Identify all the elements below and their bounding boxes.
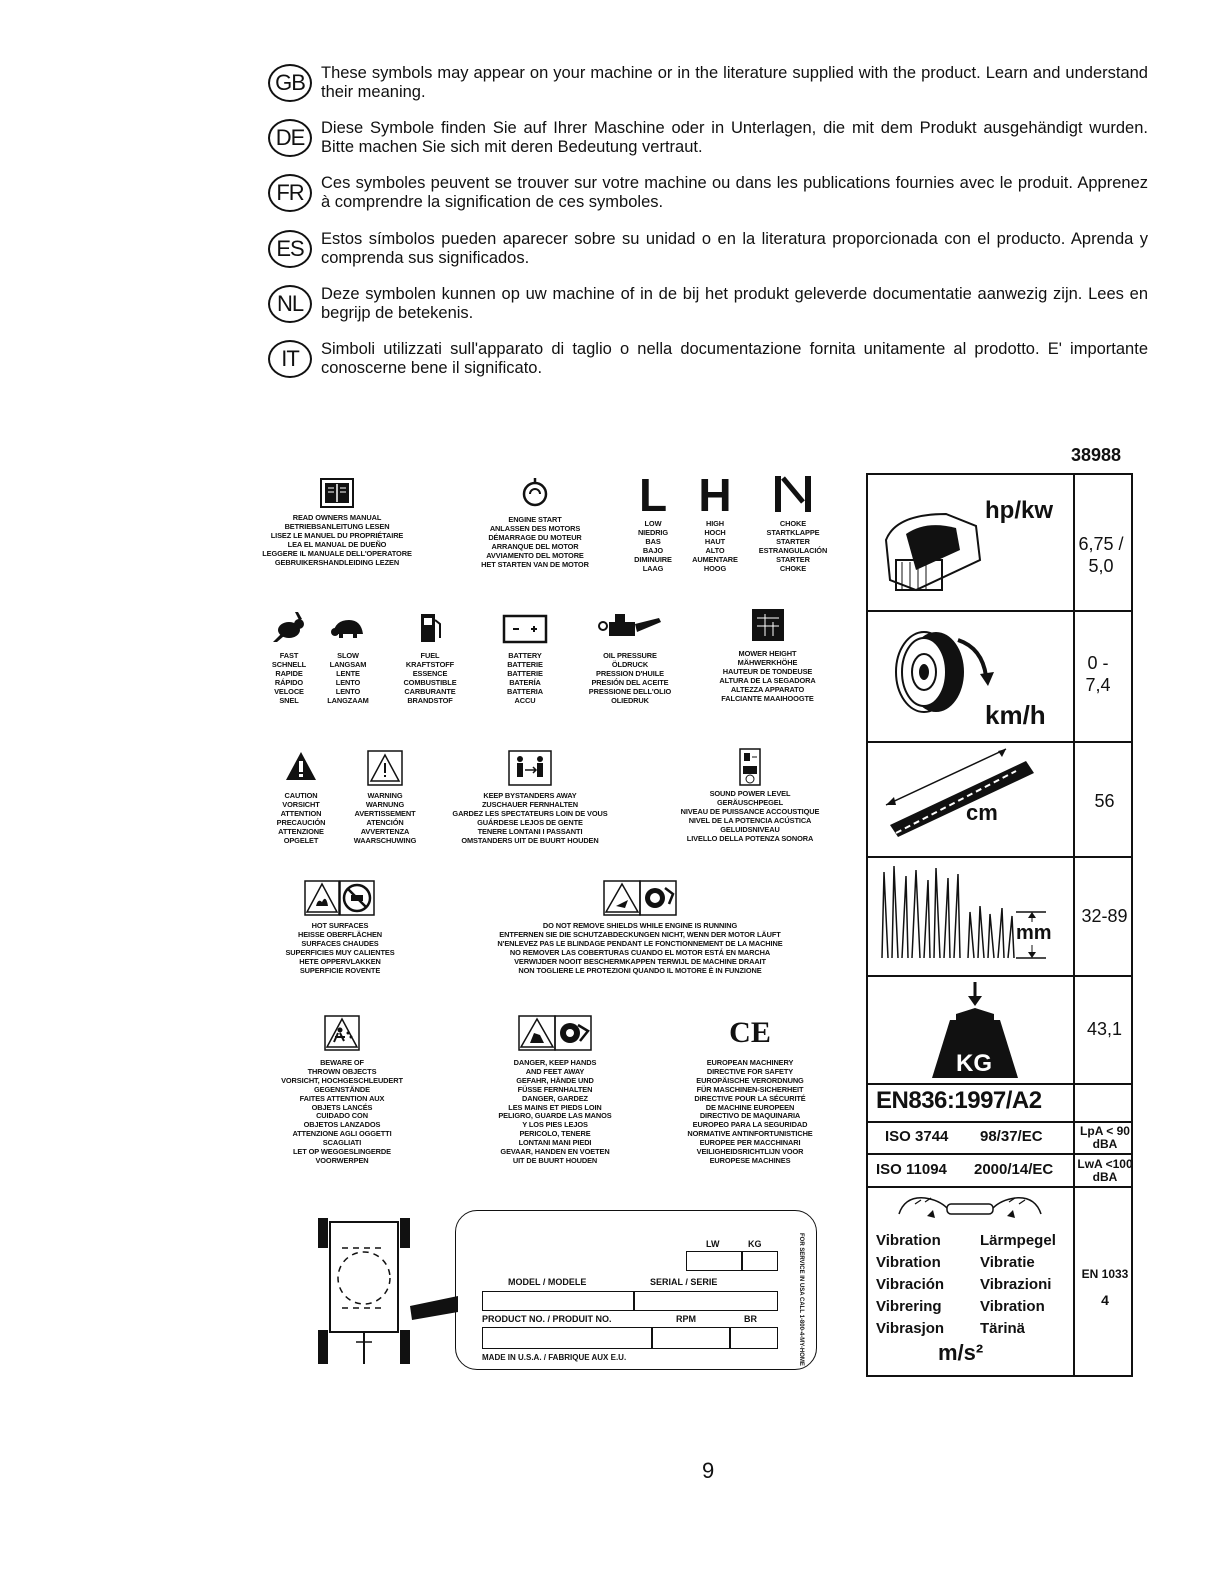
label: OIL PRESSURE — [603, 651, 657, 660]
group-high — [680, 470, 750, 573]
label: OBJETOS LANZADOS — [303, 1120, 381, 1130]
made-in-label: MADE IN U.S.A. / FABRIQUE AUX E.U. — [482, 1353, 627, 1362]
group-sound-power — [660, 748, 840, 843]
label: SNEL — [279, 695, 299, 705]
label: ESTRANGULACIÓN — [758, 545, 828, 555]
rpm-label: RPM — [676, 1314, 696, 1324]
label: ALTO — [705, 545, 725, 555]
fuel-pump-icon — [415, 610, 445, 646]
low-letter: L — [638, 469, 668, 521]
label: SCHNELL — [271, 659, 307, 669]
mm-label: mm — [1016, 922, 1052, 944]
identification-plate — [455, 1210, 817, 1370]
label: FUEL — [420, 651, 440, 660]
label: WARNING — [367, 791, 403, 800]
label: MOWER HEIGHT — [738, 649, 797, 658]
group-low — [618, 470, 688, 573]
label: FÜR MASCHINEN-SICHERHEIT — [696, 1084, 804, 1094]
product-rpm-box — [482, 1327, 778, 1349]
intro-text: Diese Symbole finden Sie auf Ihrer Maschine oder in Unterlagen, die mit dem Produkt ausgehändigt wurden. Bitte machen Sie sich mit deren Bedeutung vertraut. — [321, 119, 1148, 156]
en1033-label: EN 1033 — [1081, 1267, 1129, 1281]
group-fast — [266, 610, 312, 705]
hpkw-value: 6,75 / 5,0 — [1078, 534, 1124, 576]
group-thrown-objects — [262, 1015, 422, 1166]
group-choke — [748, 470, 838, 573]
label: THROWN OBJECTS — [307, 1066, 377, 1076]
label: SOUND POWER LEVEL — [709, 789, 791, 798]
label: DÉMARRAGE DU MOTEUR — [488, 532, 582, 542]
label: LANGSAM — [329, 659, 367, 669]
mower-top-view-icon — [308, 1212, 468, 1372]
label: GUÁRDESE LEJOS DE GENTE — [477, 817, 583, 827]
lw-kg-box — [686, 1251, 778, 1271]
shields-icon — [603, 880, 677, 916]
label: ANLASSEN DES MOTORS — [489, 523, 581, 533]
label: BATTERIA — [506, 686, 543, 696]
caution-icon — [284, 750, 318, 784]
label: LEGGERE IL MANUALE DELL'OPERATORE — [262, 548, 412, 558]
engine-start-icon — [522, 476, 548, 508]
label: ESSENCE — [412, 668, 448, 678]
label: LENTE — [336, 668, 360, 678]
label: EUROPESE MACHINES — [709, 1155, 791, 1165]
label: RÁPIDO — [274, 677, 304, 687]
iso-3744-label: ISO 3744 — [885, 1128, 949, 1145]
group-engine-start — [455, 476, 615, 569]
vibration-label: Vibrazioni — [980, 1276, 1052, 1293]
label: MÄHWERKHÖHE — [737, 657, 798, 667]
label: ATTENZIONE — [278, 826, 324, 836]
row-divider — [866, 856, 1133, 858]
label: NIEDRIG — [637, 527, 669, 537]
page-number: 9 — [702, 1458, 715, 1483]
label: DANGER, KEEP HANDS — [513, 1058, 597, 1067]
label: TENERE LONTANI I PASSANTI — [477, 826, 583, 836]
label: EUROPEAN MACHINERY — [706, 1058, 794, 1067]
label: GELUIDSNIVEAU — [720, 824, 780, 834]
label: CHOKE — [779, 563, 807, 573]
label: WAARSCHUWING — [353, 835, 417, 845]
label: NORMATIVE ANTINFORTUNISTICHE — [687, 1129, 813, 1139]
label: BEWARE OF — [320, 1058, 364, 1067]
oil-can-icon — [595, 610, 665, 646]
lpa-value: LpA < 90 dBA — [1080, 1124, 1130, 1151]
row-divider — [866, 1121, 1133, 1123]
group-keep-bystanders — [430, 750, 630, 845]
label: OMSTANDERS UIT DE BUURT HOUDEN — [461, 835, 599, 845]
blade-width-icon — [876, 745, 1056, 850]
label: HOCH — [704, 527, 726, 537]
label: GEBRUIKERSHANDLEIDING LEZEN — [274, 557, 400, 567]
label: VORSICHT — [282, 799, 320, 809]
high-letter: H — [698, 469, 732, 521]
label: STARTKLAPPE — [766, 527, 820, 537]
vibration-label: Vibrering — [876, 1298, 942, 1315]
hot-surfaces-icon — [304, 880, 376, 916]
label: NIVEAU DE PUISSANCE ACCOUSTIQUE — [680, 806, 820, 816]
label: KRAFTSTOFF — [405, 659, 455, 669]
standard-label: EN836:1997/A2 — [876, 1087, 1042, 1114]
label: SUPERFICIES MUY CALIENTES — [285, 947, 395, 957]
intro-text: These symbols may appear on your machine or in the literature supplied with the product. Learn and understand their meaning. — [321, 64, 1148, 101]
row-divider — [866, 1186, 1133, 1188]
label: ARRANQUE DEL MOTOR — [491, 541, 579, 551]
label: AVERTISSEMENT — [354, 808, 416, 818]
lw-label: LW — [706, 1239, 720, 1249]
label: GARDEZ LES SPECTATEURS LOIN DE VOUS — [452, 808, 608, 818]
label: WARNUNG — [365, 799, 405, 809]
vibration-value: 4 — [1101, 1292, 1109, 1308]
label: STARTER — [776, 554, 810, 564]
label: DIMINUIRE — [634, 554, 672, 564]
lwa-value: LwA <100 dBA — [1077, 1157, 1133, 1184]
label: NON TOGLIERE LE PROTEZIONI QUANDO IL MOTORE È IN FUNZIONE — [518, 965, 762, 975]
model-label: MODEL / MODELE — [508, 1277, 587, 1287]
label: EUROPEE PER MACCHINARI — [699, 1138, 801, 1148]
hpkw-label: hp/kw — [985, 497, 1054, 524]
vibration-label: Vibración — [876, 1276, 945, 1293]
kg-value: 43,1 — [1086, 1019, 1123, 1039]
label: CAUTION — [284, 791, 318, 800]
label: ENTFERNEN SIE DIE SCHUTZABDECKUNGEN NICHT, WENN DER MOTOR LÄUFT — [499, 929, 781, 939]
label: LEA EL MANUAL DE DUEÑO — [287, 539, 387, 549]
label: LISEZ LE MANUEL DU PROPRIÉTAIRE — [270, 530, 404, 540]
label: BATERÍA — [509, 677, 541, 687]
it-flag-icon: IT — [268, 340, 312, 378]
label: KEEP BYSTANDERS AWAY — [483, 791, 577, 800]
row-divider — [866, 610, 1133, 612]
label: LANGZAAM — [327, 695, 369, 705]
label: BAS — [645, 536, 661, 546]
label: ENGINE START — [508, 515, 562, 524]
label: OLIEDRUK — [611, 695, 649, 705]
label: VORSICHT, HOCHGESCHLEUDERT — [281, 1075, 403, 1085]
label: ALTURA DE LA SEGADORA — [719, 675, 816, 685]
kmh-label: km/h — [985, 700, 1046, 730]
label: HAUTEUR DE TONDEUSE — [722, 666, 813, 676]
battery-icon — [501, 610, 549, 646]
serial-label: SERIAL / SERIE — [650, 1277, 718, 1287]
product-no-label: PRODUCT NO. / PRODUIT NO. — [482, 1314, 612, 1324]
label: DIRECTIVE POUR LA SÉCURITÉ — [694, 1093, 806, 1103]
label: PELIGRO, GUARDE LAS MANOS — [498, 1111, 612, 1121]
label: HOOG — [703, 563, 727, 573]
label: LAAG — [642, 563, 664, 573]
label: SURFACES CHAUDES — [301, 938, 379, 948]
label: UIT DE BUURT HOUDEN — [512, 1155, 598, 1165]
label: ATTENTION — [280, 808, 322, 818]
vibration-col-2 — [980, 1230, 1056, 1340]
label: BRANDSTOF — [407, 695, 453, 705]
manual-book-icon — [320, 478, 354, 508]
vibration-label: Vibration — [876, 1254, 941, 1271]
intro-text: Simboli utilizzati sull'apparato di taglio o nella documentazione fornita unitamente al prodotto. E' importante conoscerne bene il significato. — [321, 340, 1148, 377]
vibration-label: Tärinä — [980, 1320, 1026, 1337]
label: HIGH — [705, 519, 725, 528]
table-divider — [1073, 473, 1075, 1377]
service-side-text: FOR SERVICE IN USA CALL 1-800-4-MY-HOME — [798, 1233, 804, 1366]
row-divider — [866, 975, 1133, 977]
label: HAUT — [704, 536, 726, 546]
label: GEVAAR, HANDEN EN VOETEN — [500, 1147, 610, 1157]
label: OPGELET — [283, 835, 319, 845]
intro-text: Ces symboles peuvent se trouver sur votre machine ou dans les publications fournies avec le produit. Apprenez à comprendre la signification de ces symboles. — [321, 174, 1148, 211]
label: COMBUSTIBLE — [403, 677, 457, 687]
de-flag-icon: DE — [268, 119, 312, 157]
kg-icon-label: KG — [956, 1050, 992, 1077]
label: ALTEZZA APPARATO — [730, 684, 805, 694]
label: ATENCIÓN — [366, 817, 404, 827]
hands-feet-icon — [518, 1015, 592, 1051]
iso-11094-label: ISO 11094 — [876, 1161, 947, 1178]
engine-icon — [876, 500, 996, 600]
group-fuel — [385, 610, 475, 705]
label: GEFAHR, HÄNDE UND — [516, 1075, 594, 1085]
kg-label: KG — [748, 1239, 762, 1249]
label: BETRIEBSANLEITUNG LESEN — [284, 521, 390, 531]
label: PRESSION D'HUILE — [596, 668, 664, 678]
vibration-label: Vibration — [980, 1298, 1045, 1315]
group-caution — [266, 750, 336, 845]
label: FALCIANTE MAAIHOOGTE — [721, 693, 814, 703]
label: ACCU — [514, 695, 536, 705]
label: VERWIJDER NOOIT BESCHERMKAPPEN TERWIJL DE MACHINE DRAAIT — [514, 956, 766, 966]
vibration-label: Vibrasjon — [876, 1320, 945, 1337]
label: SLOW — [337, 651, 359, 660]
label: FÜSSE FERNHALTEN — [517, 1084, 593, 1094]
label: LENTO — [335, 686, 361, 696]
label: BAJO — [642, 545, 664, 555]
label: LONTANI MANI PIEDI — [518, 1138, 592, 1148]
directive-98-37: 98/37/EC — [980, 1128, 1043, 1145]
label: VEILIGHEIDSRICHTLIJN VOOR — [696, 1147, 804, 1157]
vibration-unit: m/s² — [938, 1340, 984, 1365]
label: LOW — [644, 519, 662, 528]
es-flag-icon: ES — [268, 230, 312, 268]
label: BATTERY — [508, 651, 542, 660]
label: READ OWNERS MANUAL — [292, 513, 382, 522]
directive-2000-14: 2000/14/EC — [974, 1161, 1054, 1178]
label: ZUSCHAUER FERNHALTEN — [482, 799, 578, 809]
group-ce-directive — [660, 1015, 840, 1166]
label: CHOKE — [779, 519, 807, 528]
cm-value: 56 — [1094, 791, 1115, 811]
label: NO REMOVER LAS COBERTURAS CUANDO EL MOTOR ESTÁ EN MARCHA — [509, 947, 771, 957]
label: PRESIÓN DEL ACEITE — [591, 677, 669, 687]
mower-height-icon — [751, 608, 785, 642]
label: EUROPEO PARA LA SEGURIDAD — [692, 1120, 808, 1130]
bystanders-icon — [508, 750, 552, 786]
group-battery — [485, 610, 565, 705]
label: GERÄUSCHPEGEL — [716, 797, 784, 807]
ce-mark: CE — [729, 1016, 771, 1049]
fr-flag-icon: FR — [268, 174, 312, 212]
cm-label: cm — [966, 800, 998, 825]
label: LES MAINS ET PIEDS LOIN — [508, 1102, 602, 1112]
vibration-hands-icon — [895, 1190, 1045, 1226]
vibration-label: Vibration — [876, 1232, 941, 1249]
choke-icon — [769, 470, 817, 516]
nl-flag-icon: NL — [268, 285, 312, 323]
document-number: 38988 — [1071, 445, 1122, 465]
label: HEISSE OBERFLÄCHEN — [297, 929, 383, 939]
label: SUPERFICIE ROVENTE — [299, 965, 381, 975]
label: DE MACHINE EUROPEEN — [705, 1102, 795, 1112]
gb-flag-icon: GB — [268, 64, 312, 102]
group-warning — [335, 750, 435, 845]
label: CARBURANTE — [404, 686, 456, 696]
label: STARTER — [776, 536, 810, 546]
label: BATTERIE — [507, 668, 543, 678]
thrown-objects-icon — [324, 1015, 360, 1051]
group-do-not-remove-shields — [440, 880, 840, 975]
mm-value: 32-89 — [1081, 906, 1128, 926]
label: PRESSIONE DELL'OLIO — [588, 686, 672, 696]
label: HOT SURFACES — [311, 921, 369, 930]
label: HET STARTEN VAN DE MOTOR — [481, 559, 589, 569]
grass-height-icon — [876, 862, 1056, 972]
br-label: BR — [744, 1314, 757, 1324]
label: VELOCE — [274, 686, 304, 696]
label: GEGENSTÄNDE — [314, 1084, 370, 1094]
row-divider — [866, 741, 1133, 743]
label: DIRECTIVE FOR SAFETY — [706, 1066, 794, 1076]
label: DIRECTIVO DE MAQUINARIA — [699, 1111, 801, 1121]
label: PRECAUCIÓN — [276, 817, 326, 827]
group-keep-hands-away — [460, 1015, 650, 1166]
label: DO NOT REMOVE SHIELDS WHILE ENGINE IS RUNNING — [542, 921, 738, 930]
intro-text: Estos símbolos pueden aparecer sobre su unidad o en la literatura proporcionada con el producto. Aprenda y comprenda sus significados. — [321, 230, 1148, 267]
label: FAITES ATTENTION AUX — [299, 1093, 385, 1103]
label: FAST — [279, 651, 299, 660]
group-oil-pressure — [575, 610, 685, 705]
label: OBJETS LANCÉS — [311, 1102, 373, 1112]
label: BATTERIE — [507, 659, 543, 669]
label: Y LOS PIES LEJOS — [522, 1120, 588, 1130]
vibration-label: Lärmpegel — [980, 1232, 1056, 1249]
group-hot-surfaces — [275, 880, 405, 975]
intro-text: Deze symbolen kunnen op uw machine of in de bij het produkt geleverde documentatie aanwezig zijn. Lees en begrijp de betekenis. — [321, 285, 1148, 322]
label: LET OP WEGGESLINGERDE — [293, 1147, 391, 1157]
row-divider — [866, 1153, 1133, 1155]
group-mower-height — [700, 608, 835, 703]
vibration-label: Vibratie — [980, 1254, 1035, 1271]
label: ATTENZIONE AGLI OGGETTI — [292, 1129, 392, 1139]
vibration-col-1 — [876, 1230, 944, 1340]
model-serial-box — [482, 1291, 778, 1311]
label: AUMENTARE — [692, 554, 738, 564]
group-slow — [318, 610, 378, 705]
group-read-manual — [262, 478, 412, 567]
label: AVVERTENZA — [360, 826, 410, 836]
label: ÖLDRUCK — [611, 659, 649, 669]
warning-icon — [367, 750, 403, 786]
kmh-value: 0 - 7,4 — [1085, 653, 1111, 695]
label: EUROPÄISCHE VERORDNUNG — [696, 1075, 804, 1085]
label: NIVEL DE LA POTENCIA ACÚSTICA — [688, 815, 812, 825]
turtle-icon — [327, 610, 369, 646]
label: LIVELLO DELLA POTENZA SONORA — [686, 833, 814, 843]
label: DANGER, GARDEZ — [522, 1093, 588, 1103]
label: LENTO — [335, 677, 361, 687]
label: SCAGLIATI — [322, 1138, 362, 1148]
label: PERICOLO, TENERE — [519, 1129, 591, 1139]
label: CUIDADO CON — [316, 1111, 368, 1121]
rabbit-icon — [269, 610, 309, 646]
label: HETE OPPERVLAKKEN — [299, 956, 381, 966]
label: AVVIAMENTO DEL MOTORE — [486, 550, 584, 560]
label: RAPIDE — [275, 668, 303, 678]
label: N'ENLEVEZ PAS LE BLINDAGE PENDANT LE FONCTIONNEMENT DE LA MACHINE — [497, 938, 783, 948]
row-divider — [866, 1083, 1133, 1085]
label: VOORWERPEN — [315, 1155, 369, 1165]
label: AND FEET AWAY — [525, 1066, 585, 1076]
sound-power-icon — [739, 748, 761, 786]
